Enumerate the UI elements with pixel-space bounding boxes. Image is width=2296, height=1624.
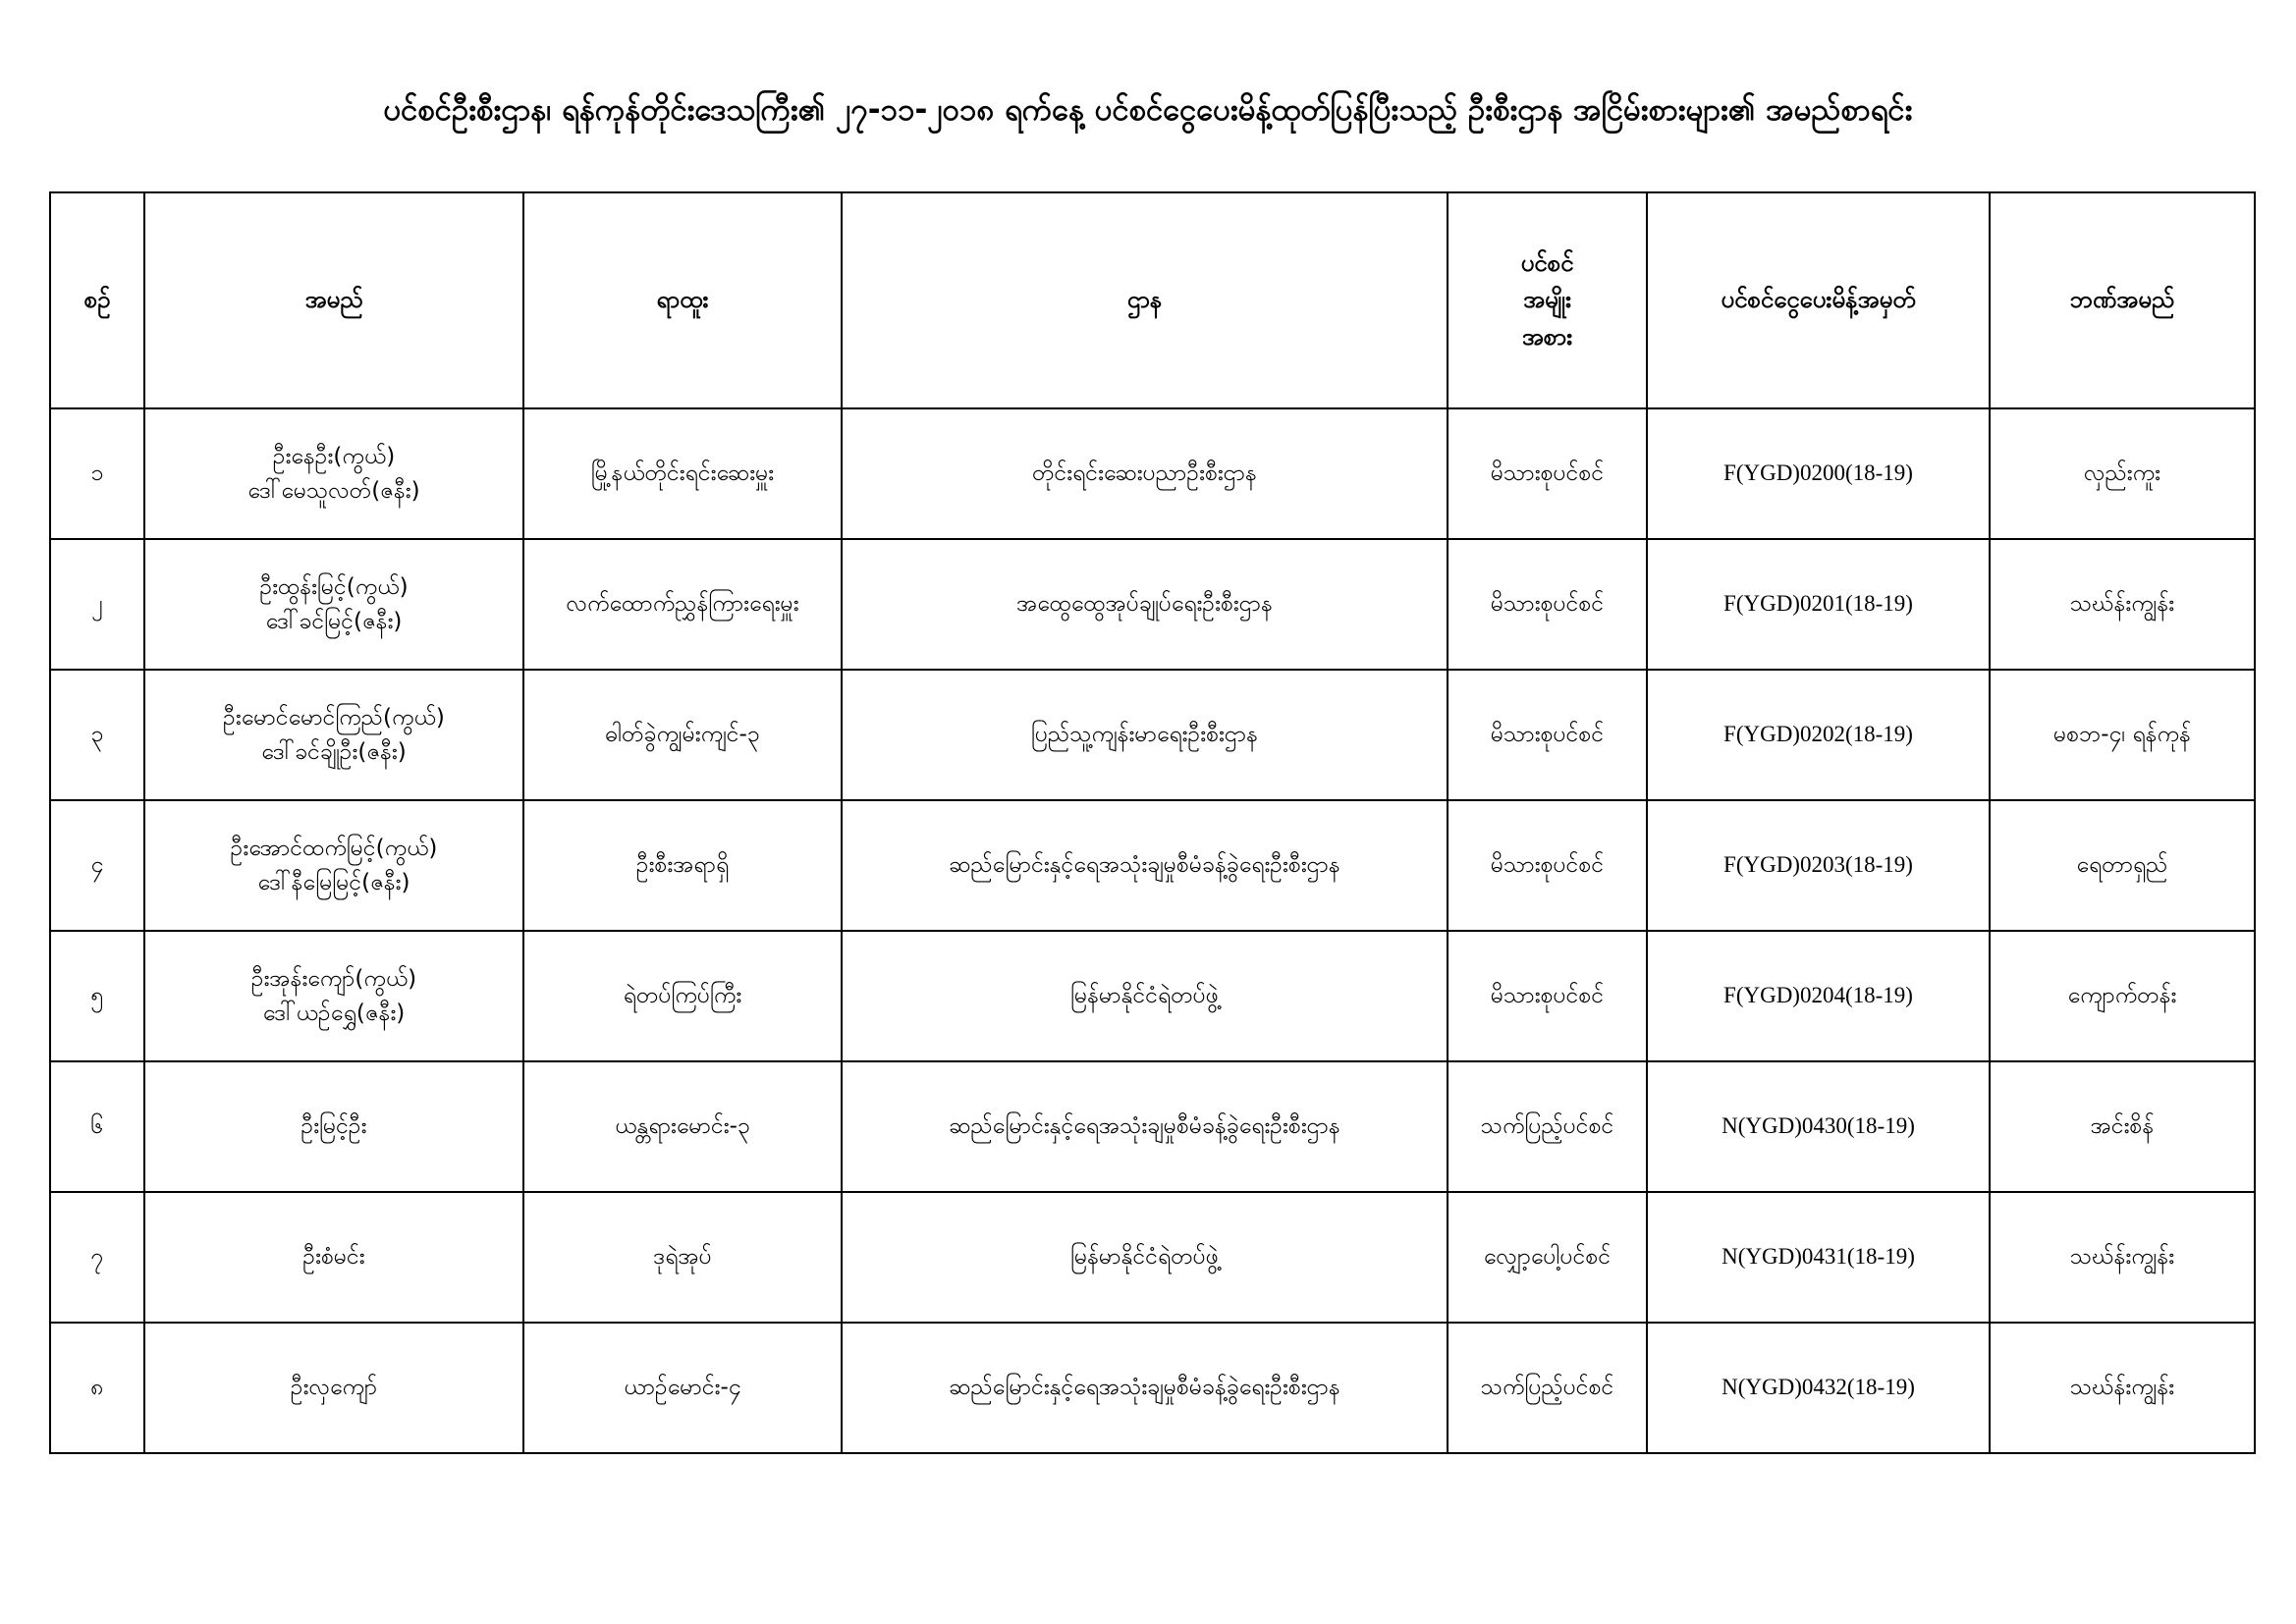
cell-rank: ဓါတ်ခွဲကျွမ်းကျင်-၃ [523,670,842,800]
cell-name [144,1323,523,1453]
cell-department: အထွေထွေအုပ်ချုပ်ရေးဦးစီးဌာန [842,539,1448,670]
cell-name [144,1192,523,1323]
header-pension-type-line: အစား [1521,322,1573,351]
cell-order-no: F(YGD)0204(18-19) [1647,931,1990,1061]
cell-department: ပြည်သူ့ကျန်းမာရေးဦးစီးဌာန [842,670,1448,800]
name-line: ဒေါ်မေသူလတ်(ဇနီး) [247,477,420,504]
cell-order-no: F(YGD)0201(18-19) [1647,539,1990,670]
cell-name [144,408,523,539]
cell-pension-type: မိသားစုပင်စင် [1448,670,1647,800]
cell-no: ၄ [50,800,144,931]
header-department: ဌာန [842,192,1448,408]
pensioner-table [49,191,2256,1454]
name-line: ဦးနေဦး(ကွယ်) [272,444,396,469]
table-row [50,1061,2255,1192]
cell-pension-type: မိသားစုပင်စင် [1448,931,1647,1061]
cell-order-no: F(YGD)0203(18-19) [1647,800,1990,931]
cell-order-no: F(YGD)0202(18-19) [1647,670,1990,800]
header-order-no: ပင်စင်ငွေပေးမိန့်အမှတ် [1647,192,1990,408]
cell-pension-type: မိသားစုပင်စင် [1448,408,1647,539]
cell-bank: ကျောက်တန်း [1990,931,2255,1061]
header-bank: ဘဏ်အမည် [1990,192,2255,408]
header-name: အမည် [144,192,523,408]
document-title: ပင်စင်ဦးစီးဌာန၊ ရန်ကုန်တိုင်းဒေသကြီး၏ ၂၇-၁၁-၂၀၁၈ ရက်နေ့ ပင်စင်ငွေပေးမိန့်ထုတ်ပြန်ပြီးသည့် ဦးစီးဌာန အငြိမ်းစားများ၏ အမည်စာရင်း [383,92,1913,128]
cell-name [144,539,523,670]
cell-bank: ရေတာရှည် [1990,800,2255,931]
cell-rank: ယာဥ်မောင်း-၄ [523,1323,842,1453]
cell-pension-type: မိသားစုပင်စင် [1448,539,1647,670]
table-row [50,1323,2255,1453]
name-line: ဦးအုန်းကျော်(ကွယ်) [250,966,417,992]
cell-department: ဆည်မြောင်းနှင့်ရေအသုံးချမှုစီမံခန့်ခွဲရေးဦးစီးဌာန [842,1323,1448,1453]
header-rank: ရာထူး [523,192,842,408]
header-pension-type-line: ပင်စင် [1520,249,1574,278]
table-row [50,931,2255,1061]
name-line: ဦးမြင့်ဦး [301,1113,367,1140]
cell-rank: လက်ထောက်ညွှန်ကြားရေးမှူး [523,539,842,670]
cell-name [144,670,523,800]
cell-name [144,800,523,931]
table-row [50,1192,2255,1323]
name-line: ဦးထွန်းမြင့်(ကွယ်) [259,574,409,600]
cell-rank: ဒုရဲအုပ် [523,1192,842,1323]
cell-order-no: N(YGD)0430(18-19) [1647,1061,1990,1192]
cell-no: ၁ [50,408,144,539]
name-line: ဒေါ်ယဥ်ရွှေ(ဇနီး) [262,1000,406,1026]
name-line: ဒေါ်ခင်မြင့်(ဇနီး) [265,608,403,634]
name-line: ဦးအောင်ထက်မြင့်(ကွယ်) [230,836,438,861]
cell-bank: မစဘ-၄၊ ရန်ကုန် [1990,670,2255,800]
cell-rank: မြို့နယ်တိုင်းရင်းဆေးမှူး [523,408,842,539]
cell-department: ဆည်မြောင်းနှင့်ရေအသုံးချမှုစီမံခန့်ခွဲရေးဦးစီးဌာန [842,1061,1448,1192]
cell-no: ၆ [50,1061,144,1192]
name-line: ဦးမောင်မောင်ကြည်(ကွယ်) [223,705,445,731]
cell-bank: သဃ်န်းကျွန်း [1990,539,2255,670]
name-line: ဦးစံမင်း [302,1244,365,1271]
cell-department: ဆည်မြောင်းနှင့်ရေအသုံးချမှုစီမံခန့်ခွဲရေးဦးစီးဌာန [842,800,1448,931]
cell-no: ၂ [50,539,144,670]
name-line: ဒေါ်ခင်ချိုဦး(ဇနီး) [261,738,407,765]
cell-bank: သဃ်န်းကျွန်း [1990,1323,2255,1453]
cell-pension-type: သက်ပြည့်ပင်စင် [1448,1061,1647,1192]
table-row [50,539,2255,670]
table-row [50,408,2255,539]
cell-pension-type: လျှော့ပေါ့ပင်စင် [1448,1192,1647,1323]
name-line: ဒေါ်နီမြေမြင့်(ဇနီး) [257,869,410,895]
cell-no: ၈ [50,1323,144,1453]
cell-order-no: F(YGD)0200(18-19) [1647,408,1990,539]
cell-bank: သဃ်န်းကျွန်း [1990,1192,2255,1323]
cell-pension-type: မိသားစုပင်စင် [1448,800,1647,931]
cell-no: ၇ [50,1192,144,1323]
header-pension-type [1448,192,1647,408]
cell-bank: အင်းစိန် [1990,1061,2255,1192]
cell-name [144,1061,523,1192]
cell-rank: ယန္တရားမောင်း-၃ [523,1061,842,1192]
cell-department: မြန်မာနိုင်ငံရဲတပ်ဖွဲ့ [842,931,1448,1061]
header-pension-type-line: အမျိုး [1522,286,1572,314]
cell-department: မြန်မာနိုင်ငံရဲတပ်ဖွဲ့ [842,1192,1448,1323]
cell-bank: လှည်းကူး [1990,408,2255,539]
table-row [50,800,2255,931]
table-row [50,670,2255,800]
cell-department: တိုင်းရင်းဆေးပညာဦးစီးဌာန [842,408,1448,539]
name-line: ဦးလှကျော် [290,1375,378,1401]
cell-rank: ရဲတပ်ကြပ်ကြီး [523,931,842,1061]
cell-no: ၃ [50,670,144,800]
cell-order-no: N(YGD)0432(18-19) [1647,1323,1990,1453]
cell-no: ၅ [50,931,144,1061]
cell-name [144,931,523,1061]
cell-pension-type: သက်ပြည့်ပင်စင် [1448,1323,1647,1453]
header-no: စဉ် [50,192,144,408]
cell-rank: ဦးစီးအရာရှိ [523,800,842,931]
cell-order-no: N(YGD)0431(18-19) [1647,1192,1990,1323]
header-row [50,192,2255,408]
